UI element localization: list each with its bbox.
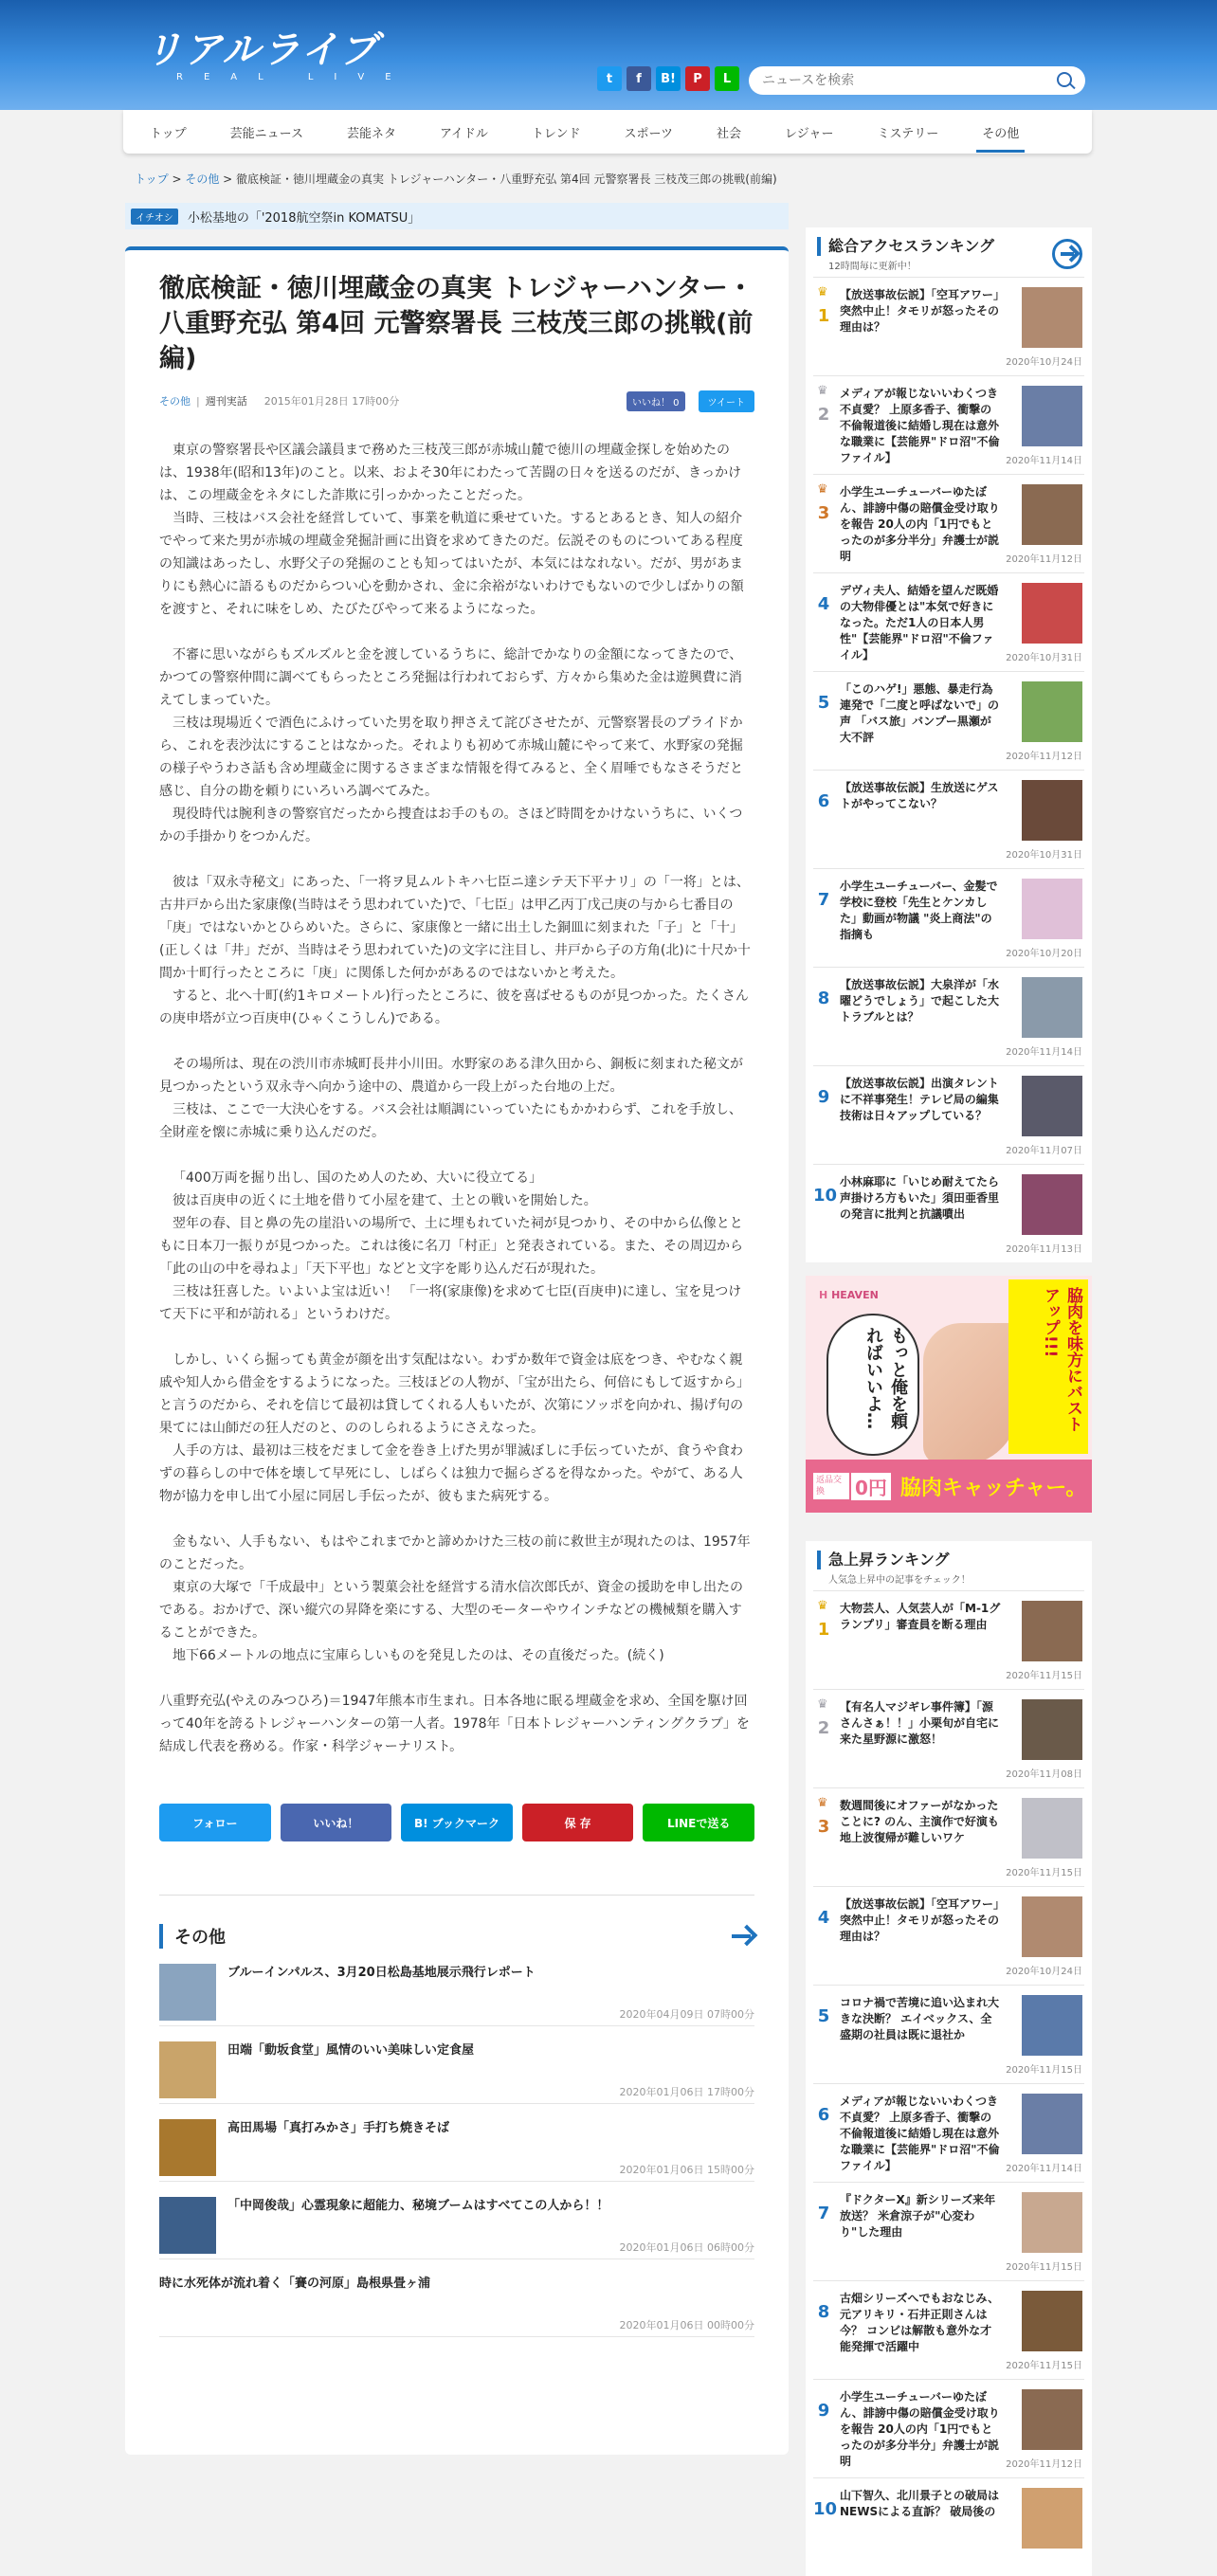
share-bar <box>159 1804 754 1841</box>
related-thumbnail[interactable] <box>159 1964 216 2021</box>
ranking-thumbnail[interactable] <box>1022 1601 1082 1661</box>
ranking-rising-title: 急上昇ランキング <box>817 1551 1081 1569</box>
ad-product: 脇肉キャッチャー。 <box>899 1476 1087 1500</box>
related-item[interactable] <box>159 2182 754 2259</box>
related-title[interactable]: 「中岡俊哉」心霊現象に超能力、秘境ブームはすべてこの人から！！ <box>227 2199 609 2213</box>
paragraph-gap <box>159 1508 754 1531</box>
ranking-thumbnail[interactable] <box>1022 2389 1082 2450</box>
ranking-number <box>813 1174 838 1262</box>
ranking-number <box>813 484 834 572</box>
article-paragraph: しかし、いくら掘っても黄金が顔を出す気配はない。わずか数年で資金は底をつき、やむなく親戚や知人から借金をするようになった。三枝ほどの人物が、「宝が出たら、何倍にもして返すから」と言うのだから、それを信じて最初は貸してくれる人もいたが、次第にソッポを向かれ、揚げ句の果てには山師だの狂人だのと、ののしられるようにさえなった。 <box>159 1352 750 1436</box>
ranking-thumbnail[interactable] <box>1022 2291 1082 2351</box>
related-thumbnail[interactable] <box>159 2119 216 2176</box>
search-icon[interactable] <box>1055 70 1076 91</box>
article-paragraph: 八重野充弘(やえのみつひろ)＝1947年熊本市生まれ。日本各地に眠る埋蔵金を求め、全国を駆け回って40年を誇るトレジャーハンターの第一人者。1978年「日本トレジャーハンティングクラブ」を結成し代表を務める。作家・科学ジャーナリスト。 <box>159 1694 750 1754</box>
related-item[interactable] <box>159 1949 754 2026</box>
pin-save-button[interactable]: 保 存 <box>522 1804 634 1841</box>
ad-badge: 返品交換 <box>813 1473 849 1499</box>
article-title: 徹底検証・徳川埋蔵金の真実 トレジャーハンター・八重野充弘 第4回 元警察署長 三枝茂三郎の挑戦(前編) <box>159 274 754 373</box>
article <box>125 246 789 2455</box>
ranking-number-text: 10 <box>813 2499 838 2519</box>
ranking-number-text: 3 <box>817 503 830 523</box>
nav-item[interactable]: トレンド <box>531 126 581 141</box>
related-title[interactable]: 田端「動坂食堂」風情のいい美味しい定食屋 <box>227 2043 475 2058</box>
ranking-date: 2020年10月31日 <box>1006 653 1082 663</box>
related-title[interactable]: 時に水死体が流れ着く「賽の河原」島根県畳ヶ浦 <box>159 2277 431 2291</box>
article-paragraph: 地下66メートルの地点に宝庫らしいものを発見したのは、その直後だった。(続く) <box>173 1648 664 1663</box>
article-paragraph: 三枝は、ここで一大決心をする。バス会社は順調にいっていたにもかかわらず、これを手放し、全財産を懐に赤城に乗り込んだのだ。 <box>159 1102 742 1140</box>
facebook-like-button[interactable]: いいね！ 0 <box>627 391 685 411</box>
ranking-item[interactable] <box>813 2477 1084 2576</box>
article-paragraph: 金もない、人手もない、もはやこれまでかと諦めかけた三枝の前に救世主が現れたのは、1957年のことだった。 <box>159 1534 751 1572</box>
ranking-number <box>813 1798 834 1886</box>
ranking-number <box>813 287 834 375</box>
ranking-number-text: 2 <box>817 405 830 425</box>
ranking-title[interactable]: 小学生ユーチューバーゆたぼん、誹謗中傷の賠償金受け取りを報告 20人の内「1円でもとったのが多分半分」弁護士が説明 <box>840 485 1000 563</box>
paragraph-gap <box>159 1326 754 1349</box>
article-meta <box>159 390 754 412</box>
paragraph-gap <box>159 1030 754 1053</box>
ranking-title[interactable]: メディアが報じないいわくつき不貞愛？ 上原多香子、衝撃の不倫報道後に結婚し現在は意外な職業に【芸能界"ドロ沼"不倫ファイル】 <box>840 387 1000 464</box>
article-paragraph: 彼は百庚申の近くに土地を借りて小屋を建て、土との戦いを開始した。 <box>173 1193 597 1208</box>
ranking-number <box>813 1699 834 1787</box>
breadcrumb-current: > 徹底検証・徳川埋蔵金の真実 トレジャーハンター・八重野充弘 第4回 元警察署長 三枝茂三郎の挑戦(前編) <box>219 172 777 186</box>
ranking-item[interactable] <box>813 967 1084 1065</box>
ranking-item[interactable] <box>813 1787 1084 1886</box>
ranking-item[interactable] <box>813 572 1084 671</box>
crown-icon: ♛ <box>817 1796 828 1810</box>
ranking-date: 2020年11月15日 <box>1006 2262 1082 2273</box>
site-logo[interactable] <box>144 30 412 82</box>
article-paragraph: 現役時代は腕利きの警察官だったから捜査はお手のもの。さほど時間をかけないうちに、いくつかの手掛かりをつかんだ。 <box>159 807 743 844</box>
ranking-item[interactable] <box>813 1689 1084 1787</box>
ranking-thumbnail[interactable] <box>1022 681 1082 742</box>
ad-bubble: もっと俺を頼ればいいよ… <box>826 1314 919 1456</box>
ranking-access-list <box>813 277 1084 1262</box>
ranking-number <box>813 583 834 671</box>
nav-item[interactable]: トップ <box>150 126 187 141</box>
tweet-button[interactable]: ツイート <box>699 390 755 412</box>
twitter-icon[interactable]: t <box>597 66 622 91</box>
ranking-title[interactable]: 【放送事故伝説】出演タレントに不祥事発生！テレビ局の編集技術は日々アップしている？ <box>840 1077 999 1122</box>
ranking-item[interactable] <box>813 2182 1084 2280</box>
pickup-bar[interactable] <box>125 203 789 229</box>
ranking-item[interactable] <box>813 277 1084 375</box>
ranking-number <box>813 2192 834 2280</box>
ranking-number-text: 5 <box>817 2006 830 2026</box>
facebook-icon[interactable]: f <box>627 66 651 91</box>
ranking-title[interactable]: 古畑シリーズへでもおなじみ、元アリキリ・石井正則さんは今？ コンビは解散も意外な才能発揮で活躍中 <box>840 2292 1000 2353</box>
ranking-item[interactable] <box>813 1886 1084 1985</box>
ranking-access-sub: 12時間毎に更新中！ <box>828 262 917 272</box>
ranking-number-text: 3 <box>817 1817 830 1837</box>
related-date: 2020年04月09日 07時00分 <box>619 2008 754 2021</box>
nav-item[interactable]: ミステリー <box>877 126 939 141</box>
ad-price: 0円 <box>851 1473 891 1500</box>
related-item[interactable] <box>159 2026 754 2104</box>
ranking-number <box>813 386 834 474</box>
ranking-rising-list <box>813 1590 1084 2576</box>
ranking-date: 2020年10月24日 <box>1006 357 1082 368</box>
related-item[interactable] <box>159 2259 754 2337</box>
ranking-number <box>813 977 834 1065</box>
ranking-title[interactable]: 大物芸人、人気芸人が「M-1グランプリ」審査員を断る理由 <box>840 1602 1001 1631</box>
ranking-date: 2020年11月15日 <box>1006 2065 1082 2076</box>
logo-subtext: REAL LIVE <box>176 72 412 82</box>
arrow-right-icon[interactable] <box>730 1924 754 1949</box>
ranking-item[interactable] <box>813 671 1084 770</box>
breadcrumb: トップ > その他 > 徹底検証・徳川埋蔵金の真実 トレジャーハンター・八重野充弘 第4回 元警察署長 三枝茂三郎の挑戦(前編) <box>135 172 777 186</box>
nav-item[interactable]: 芸能ニュース <box>229 126 303 141</box>
line-icon[interactable]: L <box>715 66 739 91</box>
nav-item[interactable]: スポーツ <box>624 126 674 141</box>
related-title[interactable]: ブルーインパルス、3月20日松島基地展示飛行レポート <box>227 1966 536 1980</box>
ranking-title[interactable]: コロナ禍で苦境に追い込まれ大きな決断？ エイベックス、全盛期の社員は既に退社か <box>840 1996 1000 2041</box>
section-bar <box>159 1924 163 1949</box>
ranking-number-text: 10 <box>813 1186 838 1206</box>
crown-icon: ♛ <box>817 1697 828 1712</box>
ranking-title[interactable]: 小学生ユーチューバー、金髪で学校に登校「先生とケンカした」動画が物議 "炎上商法"の指摘も <box>840 880 998 941</box>
related-list <box>159 1949 754 2337</box>
ranking-date: 2020年11月15日 <box>1006 1868 1082 1878</box>
ranking-title[interactable]: 「このハゲ!」悪態、暴走行為連発で「二度と呼ばないで」の声 「バス旅」バンプー黒瀬が大不評 <box>840 682 1000 744</box>
ranking-title[interactable]: 【有名人マジギレ事件簿】「源さんさぁ！！」小栗旬が自宅に来た星野源に激怒！ <box>840 1700 1000 1746</box>
article-paragraph: 当時、三枝はバス会社を経営していて、事業を軌道に乗せていた。するとあるとき、知人の紹介でやって来た男が赤城の埋蔵金発掘計画に出資を求めてきたのだ。伝説そのものについてある程度の知識はあったし、水野父子の発掘のことも知ってはいたが、本気にはなれない。だが、男があまりにも熱心に語るものだからつい心を動かされ、金に余裕がないわけでもないので少しばかりの額を渡すと、それに味をしめ、たびたびやって来るようになった。 <box>159 511 744 617</box>
related-date: 2020年01月06日 17時00分 <box>619 2086 754 2098</box>
ranking-thumbnail[interactable] <box>1022 1896 1082 1957</box>
ranking-date: 2020年11月13日 <box>1006 1244 1082 1255</box>
ranking-number <box>813 2488 838 2576</box>
ranking-title[interactable]: 【放送事故伝説】大泉洋が「水曜どうでしょう」で起こした大トラブルとは？ <box>840 978 1000 1024</box>
main-nav <box>123 110 1092 154</box>
ranking-date: 2020年11月12日 <box>1006 752 1082 762</box>
nav-item[interactable]: アイドル <box>440 126 488 141</box>
site-header <box>0 0 1217 110</box>
article-paragraph: 三枝は現場近くで酒色にふけっていた男を取り押さえて詫びさせたが、元警察署長のプライドから、これを表沙汰にすることはなかった。それよりも初めて赤城山麓にやって来て、水野家の発掘の様子やうわさ話も含め埋蔵金に関するさまざまな情報を得てみると、全く眉唾でもなさそうだと感じ、自分の勘を頼りにいろいろ調べてみた。 <box>159 716 743 799</box>
ranking-thumbnail[interactable] <box>1022 2192 1082 2253</box>
ranking-number <box>813 780 834 868</box>
ranking-item[interactable] <box>813 1985 1084 2083</box>
ad-brand-text: HEAVEN <box>831 1289 879 1301</box>
article-category[interactable]: その他 <box>159 395 191 408</box>
ranking-number-text: 6 <box>817 791 830 811</box>
ranking-number-text: 5 <box>817 693 830 713</box>
ranking-date: 2020年11月08日 <box>1006 1769 1082 1780</box>
header-social-links <box>597 66 739 91</box>
ad-yellow-box: 脇肉を味方にバストアップ!!! <box>1008 1279 1088 1454</box>
article-paragraph: 三枝は狂喜した。いよいよ宝は近い！ 「一将(家康像)を求めて七臣(百庚申)に達し、宝を見つけて天下に平和が訪れる」というわけだ。 <box>159 1284 742 1322</box>
ranking-number <box>813 681 834 770</box>
ranking-date: 2020年11月14日 <box>1006 1047 1082 1058</box>
ranking-number-text: 8 <box>817 989 830 1008</box>
ranking-number-text: 4 <box>817 594 830 614</box>
ad-photo <box>923 1323 1018 1465</box>
article-paragraph: 不審に思いながらもズルズルと金を渡しているうちに、総計でかなりの金額になってきたので、かつての警察仲間に調べてもらったところ発掘は行われておらず、方々から集めた金は遊興費に消えてしまっていた。 <box>159 647 743 708</box>
ranking-number <box>813 1601 834 1689</box>
crown-icon: ♛ <box>817 285 828 299</box>
ranking-item[interactable] <box>813 868 1084 967</box>
logo-text: リアルライブ <box>144 28 379 72</box>
ranking-item[interactable] <box>813 474 1084 572</box>
ranking-number-text: 1 <box>817 1620 830 1640</box>
related-date: 2020年01月06日 15時00分 <box>619 2164 754 2176</box>
search-box <box>749 66 1085 95</box>
breadcrumb-category[interactable]: その他 <box>185 172 220 186</box>
article-paragraph: 東京の大塚で「千成最中」という製菓会社を経営する清水信次郎氏が、資金の援助を申し出たのである。おかげで、深い縦穴の昇降を楽にする、大型のモーターやウインチなどの機械類を購入することができた。 <box>159 1580 743 1641</box>
ranking-thumbnail[interactable] <box>1022 2094 1082 2154</box>
ranking-date: 2020年10月24日 <box>1006 1967 1082 1977</box>
ranking-rising-sub: 人気急上昇中の記事をチェック！ <box>828 1575 971 1586</box>
ranking-date: 2020年11月12日 <box>1006 554 1082 565</box>
ranking-thumbnail[interactable] <box>1022 386 1082 446</box>
hatena-icon[interactable]: B! <box>656 66 681 91</box>
article-paragraph: 翌年の春、目と鼻の先の崖沿いの場所で、土に埋もれていた祠が見つかり、その中から仏像とともに日本刀一振りが見つかった。これは後に名刀「村正」と発表されている。また、その周辺から「此の山の中を尋ねよ」「天下平也」などと文字を彫り込んだ石が現れた。 <box>159 1216 743 1277</box>
ranking-date: 2020年11月07日 <box>1006 1146 1082 1156</box>
ranking-item[interactable] <box>813 1590 1084 1689</box>
ranking-date: 2020年11月14日 <box>1006 2164 1082 2174</box>
crown-icon: ♛ <box>817 482 828 497</box>
ranking-number-text: 8 <box>817 2302 830 2322</box>
like-button[interactable]: いいね！ <box>281 1804 392 1841</box>
ranking-item[interactable] <box>813 375 1084 474</box>
ranking-title[interactable]: 【放送事故伝説】「空耳アワー」突然中止！タモリが怒ったその理由は？ <box>840 288 1000 334</box>
ranking-thumbnail[interactable] <box>1022 780 1082 841</box>
ranking-title[interactable]: デヴィ夫人、結婚を望んだ既婚の大物俳優とは"本気で好きになった。ただ1人の日本人男性"【芸能界"ドロ沼"不倫ファイル】 <box>840 584 999 662</box>
article-paragraph: 彼は「双永寺秘文」にあった、「一将ヲ見ムルトキハ七臣ニ達シテ天下平ナリ」の「一将」とは、古井戸から出た家康像(当時はそう思われていた)で、「七臣」は甲乙丙丁戊己庚の与から七番目の「庚」ではないかとひらめいた。さらに、家康像と一緒に出土した銅皿に刻まれた「子」と「十」(正しくは「井」だが、当時はそう思われていた)の文字に注目し、井戸から子の方角(北)に十尺か十間か十町行ったところに「庚」に関係した何かがあるのではないかと考えた。 <box>159 875 751 981</box>
ranking-thumbnail[interactable] <box>1022 1174 1082 1235</box>
ranking-item[interactable] <box>813 1164 1084 1262</box>
ranking-date: 2020年11月15日 <box>1006 2361 1082 2371</box>
crown-icon: ♛ <box>817 1599 828 1613</box>
ad-brand <box>819 1289 879 1301</box>
search-input[interactable] <box>762 73 1055 88</box>
sidebar <box>806 227 1092 2576</box>
ranking-number-text: 7 <box>817 2204 830 2223</box>
pinterest-icon[interactable]: P <box>685 66 710 91</box>
article-source: 週刊実話 <box>205 395 247 408</box>
ranking-date: 2020年11月14日 <box>1006 456 1082 466</box>
article-paragraph: 人手の方は、最初は三枝をだまして金を巻き上げた男が罪滅ぼしに手伝っていたが、食うや食わずの暮らしの中で体を壊して早死にし、しばらくは独力で掘らざるを得なかった。やがて、ある人物が協力を申し出て小屋に同居し手伝ったが、彼もまた病死する。 <box>159 1443 743 1504</box>
related-title[interactable]: 高田馬場「真打みかさ」手打ち焼きそば <box>227 2121 450 2135</box>
pickup-tag: イチオシ <box>131 209 178 225</box>
ranking-number-text: 7 <box>817 890 830 910</box>
ranking-item[interactable] <box>813 2083 1084 2182</box>
ranking-access <box>806 227 1092 1262</box>
ranking-title[interactable]: 【放送事故伝説】「空耳アワー」突然中止！タモリが怒ったその理由は？ <box>840 1897 1000 1943</box>
nav-item[interactable]: レジャー <box>785 126 834 141</box>
related-date: 2020年01月06日 00時00分 <box>619 2319 754 2331</box>
nav-item[interactable]: 社会 <box>717 126 742 141</box>
paragraph-gap <box>159 1144 754 1167</box>
breadcrumb-top[interactable]: トップ <box>135 172 169 186</box>
related-thumbnail[interactable] <box>159 2041 216 2098</box>
article-paragraph: その場所は、現在の渋川市赤城町長井小川田。水野家のある津久田から、銅板に刻まれた秘文が見つかったという双永寺へ向かう途中の、農道から一段上がった台地の上だ。 <box>159 1057 743 1095</box>
meta-separator: | <box>196 394 200 408</box>
crown-icon: ♛ <box>817 384 828 398</box>
ranking-number-text: 2 <box>817 1718 830 1738</box>
ranking-thumbnail[interactable] <box>1022 287 1082 348</box>
article-body <box>159 439 754 1758</box>
ranking-number-text: 1 <box>817 306 830 326</box>
ranking-access-header <box>813 227 1084 277</box>
ranking-title[interactable]: 小林麻耶に「いじめ耐えてたら声掛けろ方もいた」須田亜香里の発言に批判と抗議噴出 <box>840 1175 1000 1221</box>
nav-item[interactable]: 芸能ネタ <box>346 126 396 141</box>
article-paragraph: 東京の警察署長や区議会議員まで務めた三枝茂三郎が赤城山麓で徳川の埋蔵金探しを始めたのは、1938年(昭和13年)のこと。以来、およそ30年にわたって苦闘の日々を送るのだが、きっかけは、この埋蔵金をネタにした詐欺に引っかかったことだった。 <box>159 443 742 503</box>
article-paragraph: すると、北へ十町(約1キロメートル)行ったところに、彼を喜ばせるものが見つかった。たくさんの庚申塔が立つ百庚申(ひゃくこうしん)である。 <box>159 989 749 1026</box>
related-title: その他 <box>174 1928 226 1948</box>
related-item[interactable] <box>159 2104 754 2182</box>
ranking-date: 2020年11月15日 <box>1006 1671 1082 1681</box>
ranking-number <box>813 1896 834 1985</box>
ranking-thumbnail[interactable] <box>1022 1076 1082 1136</box>
ranking-item[interactable] <box>813 2280 1084 2379</box>
ranking-date: 2020年10月20日 <box>1006 949 1082 959</box>
ranking-thumbnail[interactable] <box>1022 977 1082 1038</box>
ranking-thumbnail[interactable] <box>1022 1798 1082 1859</box>
ranking-thumbnail[interactable] <box>1022 484 1082 545</box>
ranking-item[interactable] <box>813 770 1084 868</box>
ranking-thumbnail[interactable] <box>1022 879 1082 939</box>
ranking-title[interactable]: 『ドクターX』新シリーズ来年放送？ 米倉涼子が"心変わり"した理由 <box>840 2193 996 2239</box>
ranking-number <box>813 1076 834 1164</box>
ranking-date: 2020年11月12日 <box>1006 2459 1082 2470</box>
ranking-rising <box>806 1541 1092 2576</box>
related-date: 2020年01月06日 06時00分 <box>619 2241 754 2254</box>
ranking-number-text: 9 <box>817 2401 830 2421</box>
ranking-access-title: 総合アクセスランキング <box>817 237 1081 256</box>
ranking-rising-header <box>813 1541 1084 1590</box>
arrow-circle-icon[interactable] <box>1052 239 1082 269</box>
ranking-number-text: 9 <box>817 1087 830 1107</box>
ranking-number <box>813 1995 834 2083</box>
ranking-number-text: 4 <box>817 1908 830 1928</box>
ranking-thumbnail[interactable] <box>1022 583 1082 644</box>
ad-bottom-bar <box>806 1460 1092 1513</box>
article-paragraph: 「400万両を掘り出し、国のため人のため、大いに役立てる」 <box>173 1170 543 1186</box>
ranking-number <box>813 879 834 967</box>
ranking-item[interactable] <box>813 1065 1084 1164</box>
bookmark-button[interactable]: B! ブックマーク <box>401 1804 513 1841</box>
ranking-title[interactable]: 数週間後にオファーがなかったことに? のん、主演作で好演も地上波復帰が難しいワケ <box>840 1799 999 1844</box>
ranking-title[interactable]: 小学生ユーチューバーゆたぼん、誹謗中傷の賠償金受け取りを報告 20人の内「1円でもとったのが多分半分」弁護士が説明 <box>840 2390 1000 2468</box>
ranking-title[interactable]: 山下智久、北川景子との破局はNEWSによる直訴？ 破局後の <box>840 2489 1000 2518</box>
related-section-header <box>159 1895 754 1949</box>
paragraph-gap <box>159 621 754 644</box>
article-date: 2015年01月28日 17時00分 <box>263 395 400 408</box>
follow-button[interactable]: フォロー <box>159 1804 271 1841</box>
ranking-thumbnail[interactable] <box>1022 2488 1082 2549</box>
line-send-button[interactable]: LINEで送る <box>643 1804 754 1841</box>
ranking-title[interactable]: メディアが報じないいわくつき不貞愛？ 上原多香子、衝撃の不倫報道後に結婚し現在は意外な職業に【芸能界"ドロ沼"不倫ファイル】 <box>840 2095 1000 2172</box>
pickup-text[interactable]: 小松基地の「'2018航空祭in KOMATSU」 <box>187 210 421 226</box>
paragraph-gap <box>159 1667 754 1690</box>
nav-item[interactable]: その他 <box>982 110 1019 154</box>
ad-brand-logo: H <box>819 1289 828 1301</box>
ranking-number-text: 6 <box>817 2105 830 2125</box>
advertisement[interactable] <box>806 1276 1092 1513</box>
related-thumbnail[interactable] <box>159 2197 216 2254</box>
paragraph-gap <box>159 848 754 871</box>
ranking-date: 2020年10月31日 <box>1006 850 1082 861</box>
ranking-thumbnail[interactable] <box>1022 1995 1082 2056</box>
ranking-title[interactable]: 【放送事故伝説】生放送にゲストがやってこない？ <box>840 781 999 810</box>
ranking-item[interactable] <box>813 2379 1084 2477</box>
ranking-number <box>813 2094 834 2182</box>
ranking-thumbnail[interactable] <box>1022 1699 1082 1760</box>
ranking-number <box>813 2291 834 2379</box>
